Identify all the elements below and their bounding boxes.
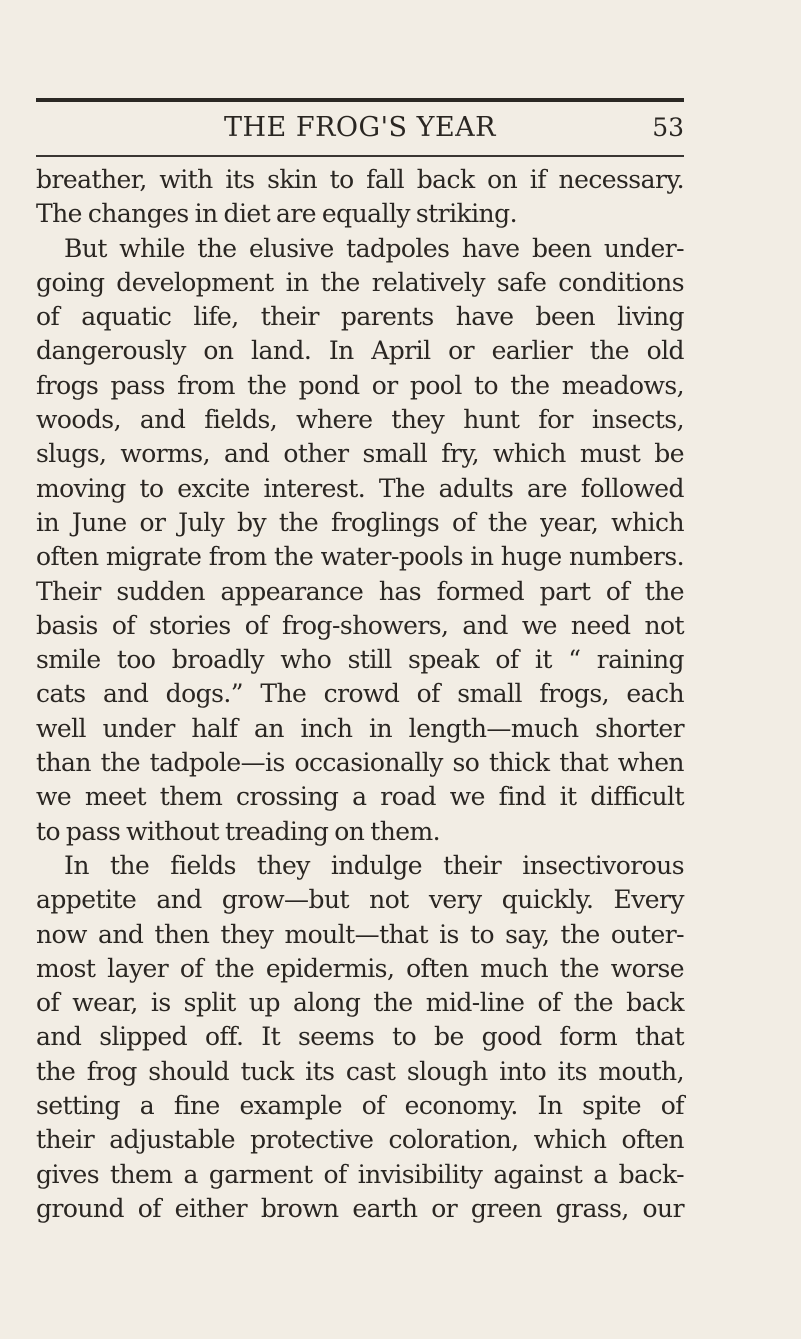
- text-line: In the fields they indulge their insectivorous: [64, 850, 684, 880]
- text-line: in June or July by the froglings of the year, which: [36, 507, 684, 537]
- header-rule-top: [36, 98, 684, 102]
- text-line: to pass without treading on them.: [36, 816, 441, 846]
- text-line: the frog should tuck its cast slough into its mouth,: [36, 1056, 684, 1086]
- text-line: than the tadpole—is occasionally so thick that when: [36, 748, 684, 778]
- text-line: we meet them crossing a road we find it difficult: [36, 782, 684, 812]
- text-line: dangerously on land. In April or earlier the old: [36, 336, 684, 366]
- text-line: of wear, is split up along the mid-line of the back: [36, 988, 684, 1018]
- text-line: smile too broadly who still speak of it “ raining: [36, 645, 684, 675]
- text-line: moving to excite interest. The adults are followed: [36, 473, 684, 503]
- text-line: gives them a garment of invisibility against a back-: [36, 1159, 684, 1189]
- text-line: breather, with its skin to fall back on if necessary.: [36, 165, 684, 194]
- text-line: setting a fine example of economy. In spite of: [36, 1091, 684, 1121]
- text-line: now and then they moult—that is to say, the outer-: [36, 919, 684, 949]
- body-text: [36, 163, 684, 1226]
- running-title: THE FROG'S YEAR: [224, 112, 496, 143]
- running-header: [36, 106, 684, 150]
- text-line: and slipped off. It seems to be good form that: [36, 1022, 684, 1052]
- text-line: well under half an inch in length—much shorter: [36, 713, 684, 743]
- text-line: The changes in diet are equally striking.: [36, 199, 517, 229]
- text-line: going development in the relatively safe conditions: [36, 267, 684, 297]
- text-line: most layer of the epidermis, often much the worse: [36, 953, 684, 983]
- text-line: their adjustable protective coloration, which often: [36, 1125, 684, 1155]
- text-line: often migrate from the water-pools in huge numbers.: [36, 542, 684, 572]
- text-line: woods, and fields, where they hunt for insects,: [36, 405, 684, 435]
- text-line: ground of either brown earth or green grass, our: [36, 1193, 684, 1223]
- header-rule-bottom: [36, 155, 684, 157]
- text-line: cats and dogs.” The crowd of small frogs, each: [36, 679, 684, 709]
- text-line: frogs pass from the pond or pool to the meadows,: [36, 370, 684, 400]
- text-line: Their sudden appearance has formed part of the: [36, 576, 684, 606]
- text-line: basis of stories of frog-showers, and we need not: [36, 610, 684, 640]
- page-number: 53: [652, 113, 684, 142]
- text-line: appetite and grow—but not very quickly. Every: [36, 885, 684, 915]
- text-line: But while the elusive tadpoles have been under-: [64, 233, 684, 263]
- text-line: slugs, worms, and other small fry, which must be: [36, 439, 684, 469]
- text-line: of aquatic life, their parents have been living: [36, 302, 684, 332]
